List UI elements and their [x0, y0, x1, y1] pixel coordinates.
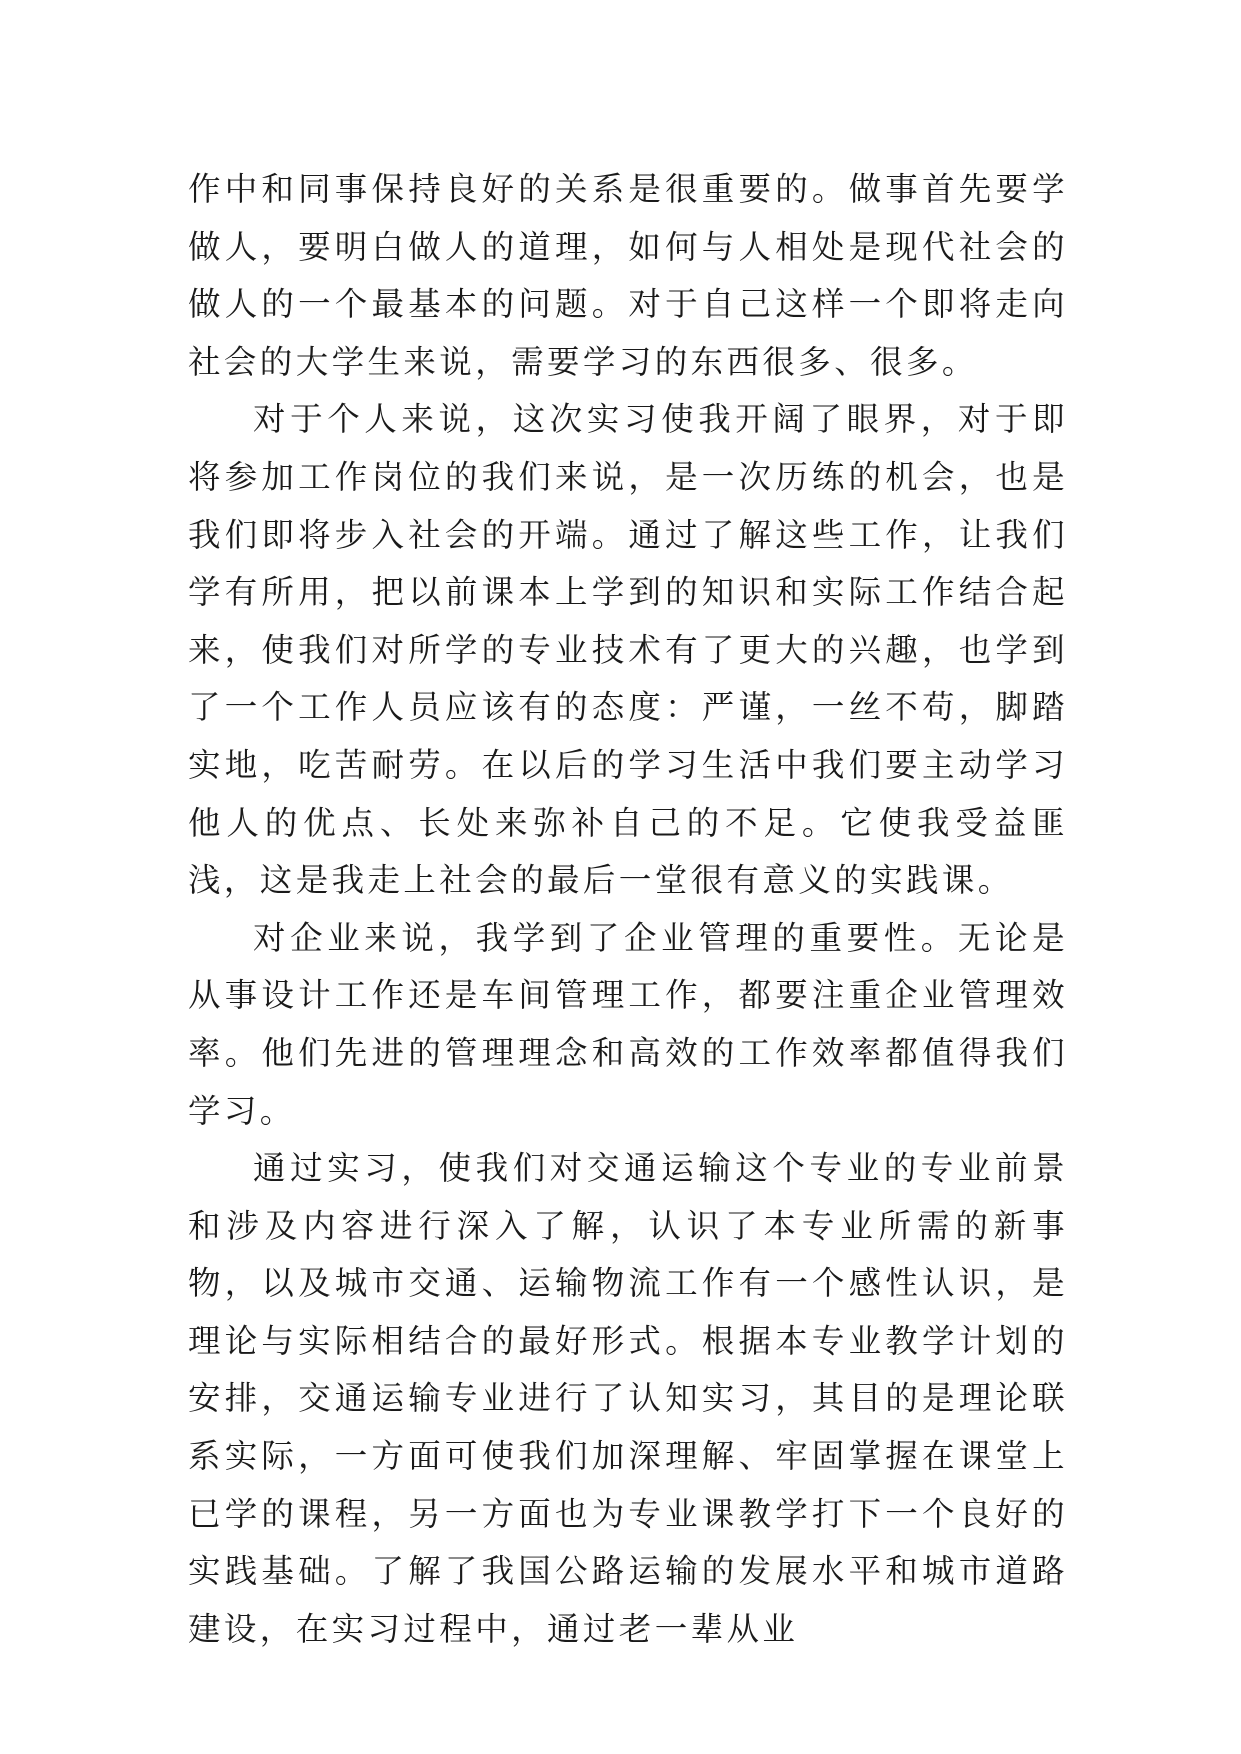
paragraph-personal: 对于个人来说，这次实习使我开阔了眼界，对于即将参加工作岗位的我们来说，是一次历练的机会，也是我们即将步入社会的开端。通过了解这些工作，让我们学有所用，把以前课本上学到的知识和实际工作结合起来，使我们对所学的专业技术有了更大的兴趣，也学到了一个工作人员应该有的态度：严谨，一丝不苟，脚踏实地，吃苦耐劳。在以后的学习生活中我们要主动学习他人的优点、长处来弥补自己的不足。它使我受益匪浅，这是我走上社会的最后一堂很有意义的实践课。 — [188, 400, 1068, 900]
paragraph-internship: 通过实习，使我们对交通运输这个专业的专业前景和涉及内容进行深入了解，认识了本专业所需的新事物，以及城市交通、运输物流工作有一个感性认识，是理论与实际相结合的最好形式。根据本专业教学计划的安排，交通运输专业进行了认知实习，其目的是理论联系实际，一方面可使我们加深理解、牢固掌握在课堂上已学的课程，另一方面也为专业课教学打下一个良好的实践基础。了解了我国公路运输的发展水平和城市道路建设，在实习过程中，通过老一辈从业 — [188, 1149, 1068, 1648]
paragraph-continuation: 作中和同事保持良好的关系是很重要的。做事首先要学做人，要明白做人的道理，如何与人相处是现代社会的做人的一个最基本的问题。对于自己这样一个即将走向社会的大学生来说，需要学习的东西很多、很多。 — [188, 170, 1068, 381]
document-body — [188, 161, 1068, 1658]
paragraph-enterprise: 对企业来说，我学到了企业管理的重要性。无论是从事设计工作还是车间管理工作，都要注重企业管理效率。他们先进的管理理念和高效的工作效率都值得我们学习。 — [188, 918, 1068, 1130]
